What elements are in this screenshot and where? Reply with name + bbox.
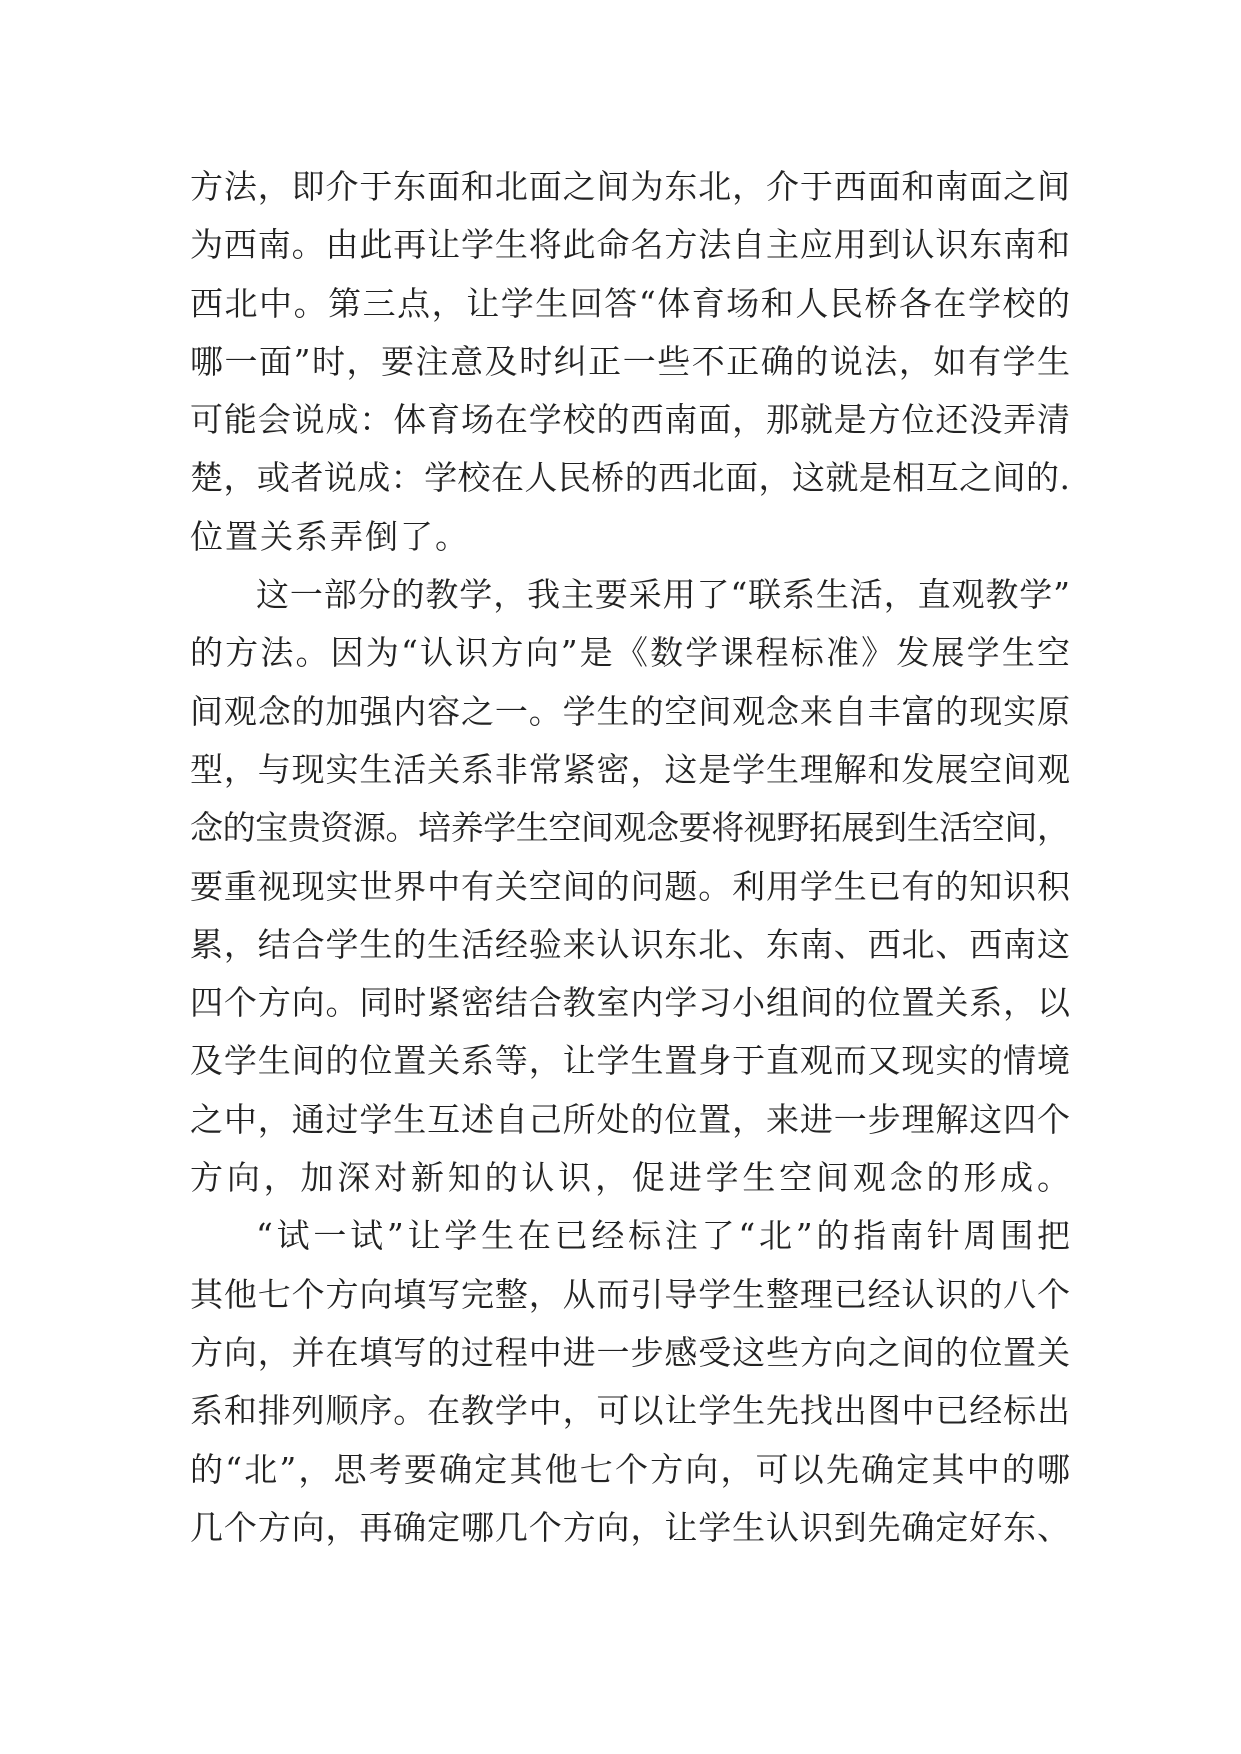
text-line: 的“北”，思考要确定其他七个方向，可以先确定其中的哪 (190, 1449, 1073, 1489)
text-line: 之中，通过学生互述自己所处的位置，来进一步理解这四个 (190, 1099, 1071, 1139)
text-line: 累，结合学生的生活经验来认识东北、东南、西北、西南这 (190, 924, 1071, 964)
text-line: 间观念的加强内容之一。学生的空间观念来自丰富的现实原 (190, 691, 1071, 731)
text-line: 型，与现实生活关系非常紧密，这是学生理解和发展空间观 (190, 749, 1071, 789)
text-line: 念的宝贵资源。培养学生空间观念要将视野拓展到生活空间， (190, 808, 1070, 848)
text-line: 其他七个方向填写完整，从而引导学生整理已经认识的八个 (190, 1274, 1071, 1314)
text-line: 方法，即介于东面和北面之间为东北，介于西面和南面之间 (190, 167, 1071, 206)
text-line: 方向，并在填写的过程中进一步感受这些方向之间的位置关 (190, 1332, 1071, 1372)
text-line: 要重视现实世界中有关空间的问题。利用学生已有的知识积 (190, 866, 1071, 906)
text-line: 系和排列顺序。在教学中，可以让学生先找出图中已经标出 (190, 1391, 1071, 1431)
text-line: 这一部分的教学，我主要采用了“联系生活，直观教学” (256, 575, 1071, 615)
text-line: 为西南。由此再让学生将此命名方法自主应用到认识东南和 (190, 225, 1071, 265)
text-line: 哪一面”时，要注意及时纠正一些不正确的说法，如有学生 (190, 341, 1072, 381)
text-line: 几个方向，再确定哪几个方向，让学生认识到先确定好东、 (190, 1507, 1071, 1547)
text-line: 四个方向。同时紧密结合教室内学习小组间的位置关系，以 (190, 983, 1071, 1023)
text-line: 及学生间的位置关系等，让学生置身于直观而又现实的情境 (190, 1041, 1071, 1081)
text-line: 西北中。第三点，让学生回答“体育场和人民桥各在学校的 (190, 283, 1072, 323)
text-line: “试一试”让学生在已经标注了“北”的指南针周围把 (256, 1216, 1074, 1256)
text-line: 可能会说成：体育场在学校的西南面，那就是方位还没弄清 (190, 400, 1071, 440)
text-line: 楚，或者说成：学校在人民桥的西北面，这就是相互之间的. (190, 458, 1071, 498)
text-line: 方向，加深对新知的认识，促进学生空间观念的形成。 (190, 1158, 1074, 1198)
text-line: 的方法。因为“认识方向”是《数学课程标准》发展学生空 (190, 633, 1073, 673)
body-text (190, 158, 1074, 1557)
text-line: 位置关系弄倒了。 (190, 516, 470, 556)
